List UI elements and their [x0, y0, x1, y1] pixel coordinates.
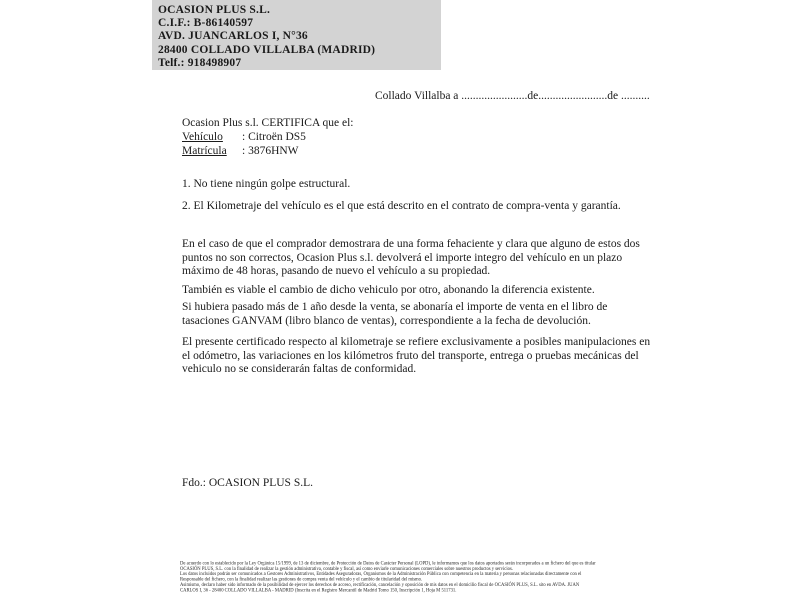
company-phone: Telf.: 918498907	[158, 56, 242, 69]
date-line: Collado Villalba a .......................de........................de ..........	[375, 90, 650, 102]
paragraph-odometer: El presente certificado respecto al kilometraje se refiere exclusivamente a posibles manipulaciones en el odómetro, las variaciones en los kilómetros fruto del transporte, entrega o pruebas mecánicas del vehiculo no se considerarán faltas de conformidad.	[182, 336, 651, 375]
legal-line-6: CARLOS I, 36 - 28400 COLLADO VILLALBA - MADRID (Inscrita en el Registro Mercantil de Madrid Tomo 150, Inscripción 1, Hoja M 511731.	[180, 587, 457, 593]
legal-line-4: Responsable del fichero, con la finalidad realizar las gestiones de compra venta del vehículo y el cambio de titularidad del mismo.	[180, 577, 423, 583]
legal-fine-print	[180, 561, 622, 593]
company-cif: C.I.F.: B-86140597	[158, 17, 254, 30]
legal-line-3: Los datos incluidos podrán ser comunicados a Gestores Administrativos, Entidades Aseguradoras, Organismos de la Administración Pública con competencia en la materia y personas relacionadas directamente con el	[180, 571, 582, 577]
vehicle-label: Vehículo	[182, 131, 223, 143]
plate-label: Matrícula	[182, 145, 227, 157]
paragraph-exchange: También es viable el cambio de dicho vehiculo por otro, abonando la diferencia existente.	[182, 284, 595, 296]
certified-point-2: 2. El Kilometraje del vehículo es el que está descrito en el contrato de compra-venta y garantía.	[182, 200, 621, 212]
company-address: AVD. JUANCARLOS I, N°36	[158, 30, 308, 43]
paragraph-ganvam: Si hubiera pasado más de 1 año desde la venta, se abonaría el importe de venta en el libro de tasaciones GANVAM (libro blanco de ventas), correspondiente a la fecha de devolución.	[182, 301, 608, 327]
signature-line: Fdo.: OCASION PLUS S.L.	[182, 477, 313, 489]
paragraph-refund: En el caso de que el comprador demostrara de una forma fehaciente y clara que alguno de estos dos puntos no son correctos, Ocasion Plus s.l. devolverá el importe integro del vehículo en un plazo máximo de 48 horas, pasando de nuevo el vehículo a su propiedad.	[182, 238, 640, 277]
plate-row	[182, 144, 354, 158]
letterhead-block	[152, 0, 441, 70]
certify-intro: Ocasion Plus s.l. CERTIFICA que el:	[182, 117, 354, 129]
certified-point-1: 1. No tiene ningún golpe estructural.	[182, 178, 351, 190]
legal-line-5: Asimismo, declaro haber sido informado de la posibilidad de ejercer los derechos de acceso, rectificación, cancelación y oposición de mis datos en el domicilio fiscal de OCASIÓN PLUS, S.L. sito en AVDA. JUAN	[180, 582, 580, 588]
certify-section	[182, 116, 354, 158]
vehicle-row	[182, 130, 354, 144]
legal-line-1: De acuerdo con lo establecido por la Ley Orgánica 15/1999, de 13 de diciembre, de Protección de Datos de Carácter Personal (LOPD), le informamos que los datos aportados serán incorporados a un fichero del que es titular	[180, 561, 596, 566]
company-name: OCASION PLUS S.L.	[158, 4, 271, 16]
plate-value: : 3876HNW	[242, 145, 299, 157]
vehicle-value: : Citroën DS5	[242, 131, 306, 143]
legal-line-2: OCASIÓN PLUS, S.L. con la finalidad de realizar la gestión administrativa, contable y fiscal, así como enviarle comunicaciones comerciales sobre nuestros productos y servicios.	[180, 566, 513, 572]
company-city: 28400 COLLADO VILLALBA (MADRID)	[158, 43, 376, 56]
